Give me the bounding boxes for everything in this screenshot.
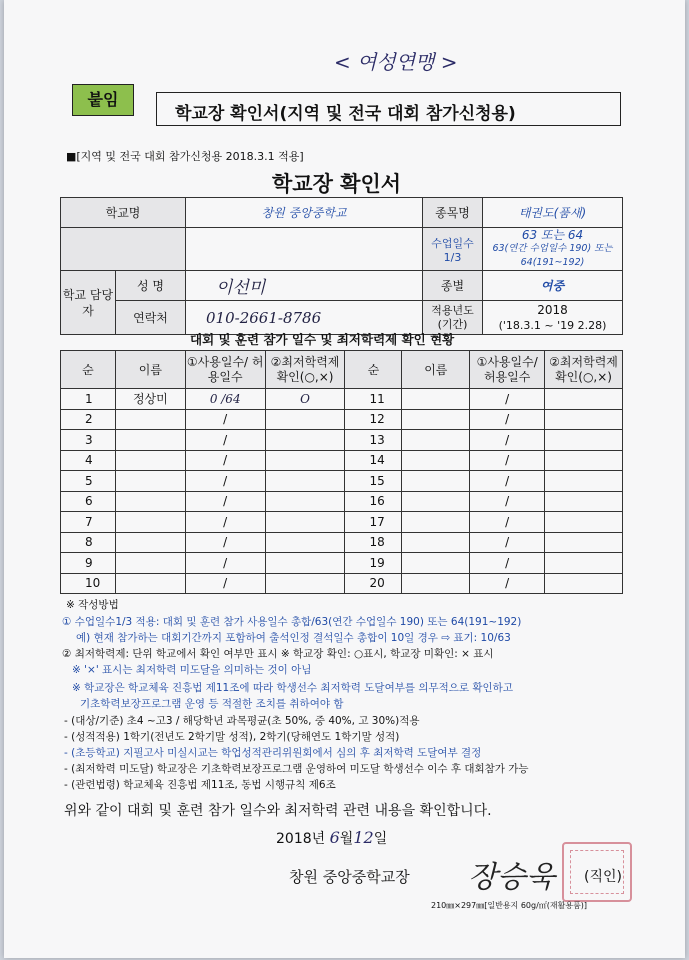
cell-name [402,512,470,533]
col-name-2: 이름 [402,351,470,389]
col-check: ②최저학력제 확인(○,×) [265,351,345,389]
date-month: 6 [329,828,340,847]
cell-days: / [470,389,545,410]
notes-heading: ※ 작성방법 [66,599,119,611]
cell-check [265,471,345,492]
seal-label: (직인) [584,869,622,885]
cell-no: 7 [61,512,116,533]
cell-no: 12 [345,409,402,430]
document-page [4,0,685,958]
cell-name [115,512,185,533]
cell-days: / [470,450,545,471]
cell-days: / [185,409,265,430]
cell-days: / [470,471,545,492]
cell-check [545,491,623,512]
section-title: 대회 및 훈련 참가 일수 및 최저학력제 확인 현황 [190,332,455,347]
cell-no: 2 [61,409,116,430]
cell-check [265,491,345,512]
cell-days: / [185,512,265,533]
cell-check [265,450,345,471]
cell-days: / [470,553,545,574]
school-value: 창원 중앙중학교 [186,198,423,228]
event-label: 종목명 [423,198,483,228]
cell-days: 0 /64 [185,389,265,410]
header-title: 학교장 확인서(지역 및 전국 대회 참가신청용) [175,104,516,124]
signature: 장승욱 [468,860,555,895]
cell-name [402,389,470,410]
col-no-2: 순 [345,351,402,389]
note-1b: 예) 현재 참가하는 대회기간까지 포함하여 출석인정 결석일수 총합이 10일 경우 ⇨ 표기: 10/63 [76,632,511,644]
note-7: - (초등학교) 지필고사 미실시교는 학업성적관리위원회에서 심의 후 최저학력 도달여부 결정 [64,747,482,759]
days-value-long: 63(연간 수업일수 190) 또는 64(191~192) [492,243,613,268]
table-row [61,409,623,430]
cell-name [115,450,185,471]
name-label: 성 명 [116,271,186,301]
cell-name [402,573,470,594]
cell-name [402,491,470,512]
cell-no: 11 [345,389,402,410]
cell-no: 17 [345,512,402,533]
name-value: 이선미 [186,271,423,301]
cell-check [545,430,623,451]
year-value: 2018 [537,302,568,317]
cell-name [115,553,185,574]
table-row [61,389,623,410]
cell-check [265,573,345,594]
cell-no: 4 [61,450,116,471]
cell-days: / [185,553,265,574]
date-day: 12 [353,828,374,847]
cell-check [545,553,623,574]
cell-days: / [185,430,265,451]
note-6: - (성적적용) 1학기(전년도 2학기말 성적), 2학기(당해연도 1학기말 성적) [64,731,400,743]
note-2: ② 최저학력제: 단위 학교에서 확인 여부만 표시 ※ 학교장 확인: ○표시, 학교장 미확인: × 표시 [62,648,494,660]
cell-no: 15 [345,471,402,492]
cell-name [402,409,470,430]
cell-no: 13 [345,430,402,451]
cell-name [115,532,185,553]
cell-no: 1 [61,389,116,410]
participants-table [60,350,623,594]
cell-check [265,532,345,553]
cell-days: / [185,573,265,594]
cell-name [115,491,185,512]
note-1a: ① 수업일수1/3 적용: 대회 및 훈련 참가 사용일수 총합/63(연간 수업일수 190) 또는 64(191~192) [62,616,522,628]
note-8: - (최저학력 미도달) 학교장은 기초학력보장프로그램 운영하여 미도달 학생선수 이수 후 대회참가 가능 [64,763,529,775]
school-label: 학교명 [61,198,186,228]
contact-value: 010-2661-8786 [186,301,423,335]
cell-no: 10 [61,573,116,594]
cell-check [265,512,345,533]
confirm-date [276,828,387,848]
note-5: - (대상/기준) 초4 ~고3 / 해당학년 과목평균(초 50%, 중 40%, 고 30%)적용 [64,715,420,727]
principal-name: 창원 중앙중학교장 [289,868,410,886]
year-period: ('18.3.1 ~ '19 2.28) [498,318,607,332]
cell-days: / [185,471,265,492]
table-row [61,553,623,574]
manager-label: 학교 담당자 [61,271,116,335]
cell-check [545,450,623,471]
cell-check [545,573,623,594]
cell-days: / [470,430,545,451]
cell-days: / [185,491,265,512]
cell-name [402,471,470,492]
year-label: 적용년도 (기간) [423,301,483,335]
date-month-unit: 월 [339,831,354,847]
cell-name [402,430,470,451]
note-9: - (관련법령) 학교체육 진흥법 제11조, 동법 시행규칙 제6조 [64,779,336,791]
cell-no: 18 [345,532,402,553]
note-4a: ※ 학교장은 학교체육 진흥법 제11조에 따라 학생선수 최저학력 도달여부를 의무적으로 확인하고 [72,682,513,694]
table-row [61,512,623,533]
cell-days: / [470,512,545,533]
cell-days: / [470,491,545,512]
table-row [61,471,623,492]
handwritten-note: < 여성연맹 > [334,50,458,74]
col-name: 이름 [115,351,185,389]
days-value-short: 63 또는 64 [521,228,584,242]
cell-check [545,512,623,533]
cell-check [545,409,623,430]
cell-check [545,471,623,492]
cell-days: / [470,573,545,594]
date-year: 2018년 [276,831,326,847]
cell-check [545,532,623,553]
cell-check: O [265,389,345,410]
cell-check [265,430,345,451]
col-no: 순 [61,351,116,389]
note-4b: 기초학력보장프로그램 운영 등 적절한 조치를 취하여야 함 [80,698,344,710]
cell-no: 14 [345,450,402,471]
cell-no: 5 [61,471,116,492]
cell-name [115,471,185,492]
cell-days: / [185,532,265,553]
cell-check [545,389,623,410]
cell-no: 8 [61,532,116,553]
table-row [61,430,623,451]
cell-name [402,553,470,574]
paper-note: 210㎜×297㎜[일반용지 60g/㎡(재활용품)] [431,901,588,910]
gender-value: 여중 [483,271,623,301]
table-row [61,532,623,553]
col-check-2: ②최저학력제 확인(○,×) [545,351,623,389]
cell-name [115,430,185,451]
cell-name [402,450,470,471]
table-row [61,573,623,594]
cell-no: 20 [345,573,402,594]
note-3: ※ '×' 표시는 최저학력 미도달을 의미하는 것이 아님 [72,664,312,676]
gender-label: 종별 [423,271,483,301]
days-label: 수업일수 1/3 [423,228,483,271]
attachment-tag: 붙임 [72,84,134,116]
cell-check [265,409,345,430]
cell-no: 9 [61,553,116,574]
event-value: 태권도(품새) [483,198,623,228]
col-days: ①사용일수/ 허용일수 [185,351,265,389]
table-row [61,491,623,512]
cell-days: / [185,450,265,471]
col-days-2: ①사용일수/ 허용일수 [470,351,545,389]
cell-name [115,409,185,430]
info-table [60,197,623,335]
table-row [61,450,623,471]
form-note: ■[지역 및 전국 대회 참가신청용 2018.3.1 적용] [66,150,304,163]
cell-days: / [470,409,545,430]
document-title: 학교장 확인서 [272,172,402,196]
cell-name [115,573,185,594]
cell-no: 19 [345,553,402,574]
header-box [156,92,621,126]
cell-no: 3 [61,430,116,451]
cell-no: 6 [61,491,116,512]
cell-name: 정상미 [115,389,185,410]
cell-no: 16 [345,491,402,512]
contact-label: 연락처 [116,301,186,335]
date-day-unit: 일 [373,831,388,847]
cell-check [265,553,345,574]
table-header-row [61,351,623,389]
cell-days: / [470,532,545,553]
confirm-text: 위와 같이 대회 및 훈련 참가 일수와 최저학력 관련 내용을 확인합니다. [64,803,492,819]
cell-name [402,532,470,553]
